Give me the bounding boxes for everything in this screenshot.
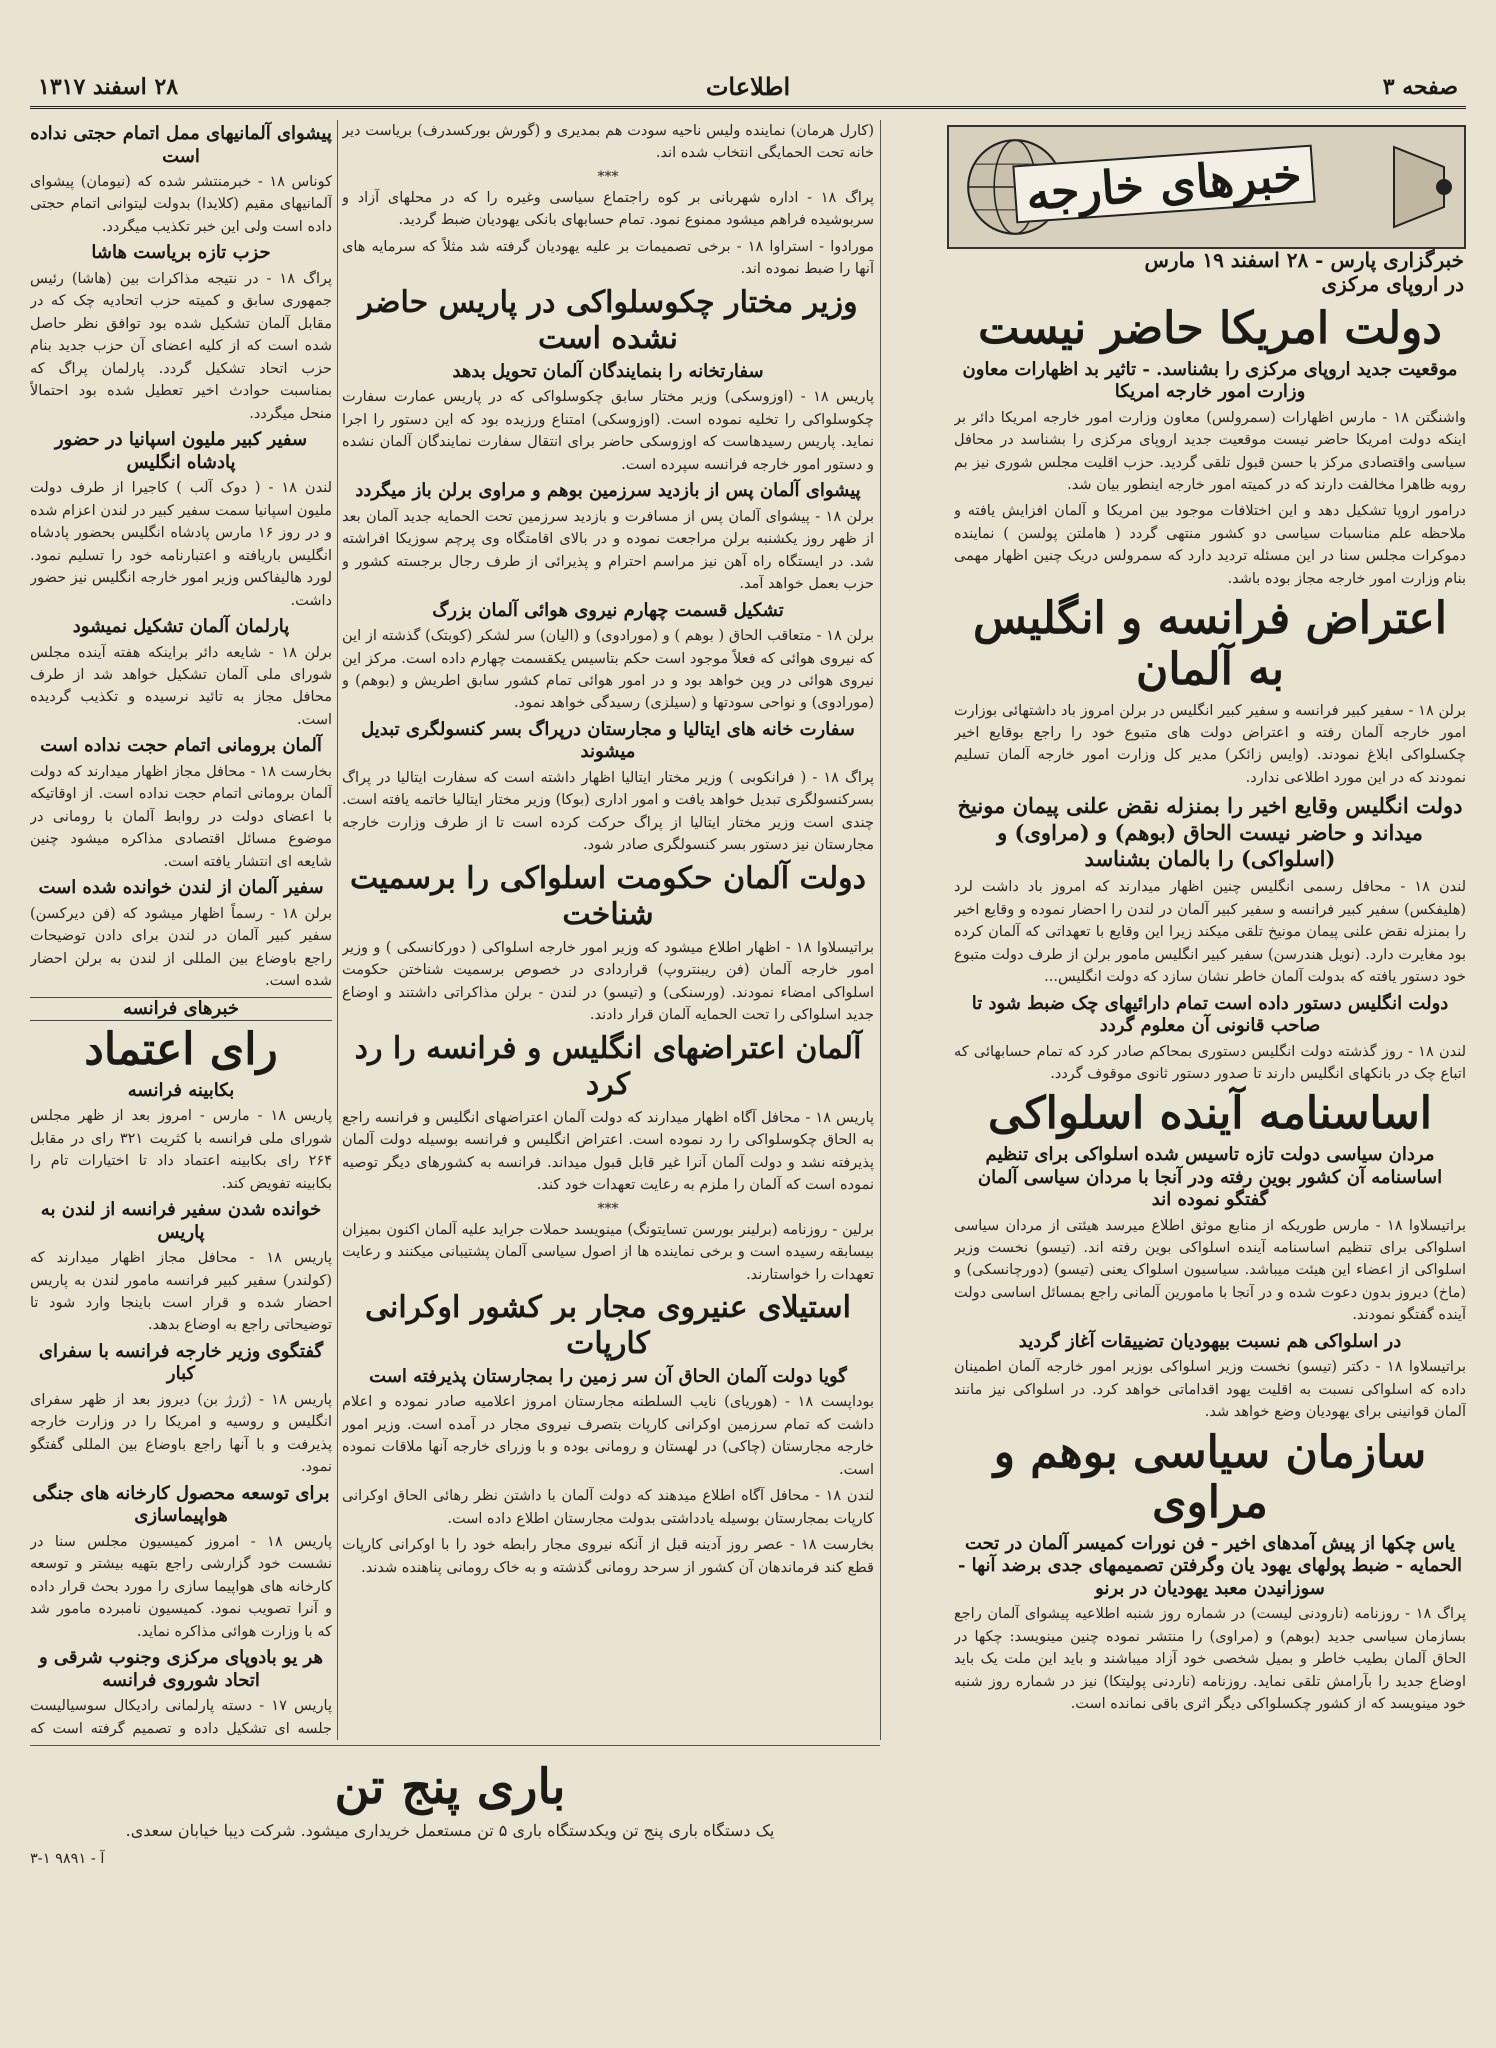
headline: برای توسعه محصول کارخانه های جنگی هواپیماسازی	[32, 1482, 330, 1527]
headline: خوانده شدن سفیر فرانسه از لندن به پاریس	[40, 1199, 322, 1243]
ad-title: باری پنج تن	[334, 1759, 566, 1815]
column-right	[954, 300, 1466, 2040]
headline: سفیر آلمان از لندن خوانده شده است	[38, 877, 324, 899]
headline: سازمان سیاسی بوهم و مراوی	[993, 1426, 1427, 1529]
headline: گفتگوی وزیر خارجه فرانسه با سفرای کبار	[38, 1340, 324, 1385]
headline: دولت انگلیس وقایع اخیر را بمنزله نقض علنی پیمان مونیخ میداند و حاضر نیست الحاق (بوهم) و (مراوی) و (اسلواکی) را بالمان بشناسد	[957, 793, 1463, 871]
article-text: پاریس ۱۸ - مارس - امروز بعد از ظهر مجلس شورای ملی فرانسه با کثریت ۳۲۱ رای در مقابل ۲۶۴ رای بکابینه اعتماد داد تا اختیارات تام را بکابینه تفویض کند.	[30, 1108, 332, 1192]
article-text: پراگ ۱۸ - ( فرانکوبی ) وزیر مختار ایتالیا اظهار داشته است که سفارت ایتالیا در پراگ بسرکنسولگری تبدیل خواهد یافت و امور اداری (بوکا) وزیر مختار ایتالیا خاتمه یافته است. چندی است وزیر مختار ایتالیا از پراگ حرکت کرده است تا از طرف وزارت خارجه مجارستان نیز دستور بسر کنسولگری صادر شود.	[342, 769, 874, 854]
article-text: برلن ۱۸ - رسماً اظهار میشود که (فن دیرکسن) سفیر کبیر آلمان در لندن برای دادن توضیحات راجع باوضاع بین المللی از لندن به برلن احضار شده است.	[30, 905, 332, 990]
headline: رای اعتماد	[84, 1024, 278, 1076]
headline: پارلمان آلمان تشکیل نمیشود	[72, 616, 290, 637]
dateline	[952, 248, 1464, 296]
article-text: پاریس ۱۸ - (ژرژ بن) دیروز بعد از ظهر سفرای انگلیس و روسیه و امریکا را در وزارت خارجه پذیرفت و با آنها راجع باوضاع بین المللی گفتگو نمود.	[30, 1391, 332, 1476]
headline: سفارت خانه های ایتالیا و مجارستان درپراگ بسر کنسولگری تبدیل میشوند	[361, 718, 855, 763]
subheadline: موقعیت جدید اروپای مرکزی را بشناسد. - تاثیر بد اظهارات معاون وزارت امور خارجه امریکا	[962, 358, 1458, 403]
headline: پیشوای آلمانیهای ممل اتمام حجتی نداده است	[30, 123, 332, 167]
column-rule	[337, 120, 338, 1740]
headline: در اسلواکی هم نسبت بیهودیان تضییقات آغاز گردید	[1018, 1330, 1402, 1352]
headline: وزیر مختار چکوسلواکی در پاریس حاضر نشده است	[358, 284, 858, 356]
article-text: لندن ۱۸ - محافل آگاه اطلاع میدهند که دولت آلمان با داشتن نظر رهائی الحاق اوکرانی کارپات بمجارستان بوسیله یادداشتی بدولت مجارستان اطلاع داده است.	[342, 1488, 874, 1527]
article-text: پراگ ۱۸ - اداره شهربانی بر کوه راجتماع سیاسی وغیره را که در محلهای آزاد و سربوشیده فراهم میشود ممنوع نمود. تمام حسابهای بانکی یهودیان ضبط گردید.	[342, 189, 874, 229]
subheadline: مردان سیاسی دولت تازه تاسیس شده اسلواکی برای تنظیم اساسنامه آن کشور بوین رفته ودر آنجا با مردان سیاسی آلمان گفتگو نموده اند	[977, 1144, 1443, 1211]
article-text: برلن ۱۸ - شایعه دائر براینکه هفته آینده مجلس شورای ملی آلمان تشکیل خواهد شد از طرف محافل مجاز به تائید نرسیده و تکذیب گردیده است.	[30, 644, 332, 728]
headline: دولت آلمان حکومت اسلواکی را برسمیت شناخت	[349, 860, 867, 932]
article-text: برلن ۱۸ - سفیر کبیر فرانسه و سفیر کبیر انگلیس در برلن امروز باد داشتهائی بوزارت امور خارجه آلمان رفته و اعتراض دولت های متبوع خود را راجع بوقایع اخیر چکسلواکی ابلاغ نمودند. (وایس زائکر) مدیر کل وزارت امور خارجه آلمان تسلیم نمودند که در این مورد اطلاعی ندارد.	[954, 702, 1466, 786]
article-text: مورادوا - استراوا ۱۸ - برخی تصمیمات بر علیه یهودیان گرفته شد مثلاً که سرمایه های آنها را ضبط نموده اند.	[342, 238, 874, 278]
banner-title: خبرهای خارجه	[1013, 145, 1316, 224]
article-text: بخارست ۱۸ - محافل مجاز اظهار میدارند که دولت آلمان برومانی اتمام حجت نداده است. از اوقاتیکه با اعضای دولت در روابط آلمان با رومانی در موضوع مسائل اقتصادی مذاکره میشود چنین شایعه ای انتشار یافته است.	[30, 763, 332, 870]
issue-date: ۲۸ اسفند ۱۳۱۷	[38, 74, 179, 100]
article-text: (کارل هرمان) نماینده ولیس ناحیه سودت هم بمدیری و (گورش بورکسدرف) بریاست دیر خانه تحت الحمایگی انتخاب شده اند.	[342, 123, 874, 162]
article-text: پاریس ۱۸ - محافل مجاز اظهار میدارند که (کولندر) سفیر کبیر فرانسه مامور لندن به پاریس احضار شده و قرار است باینجا وارد شود تا توضیحاتی راجع به اوضاع بدهد.	[30, 1250, 332, 1334]
subheadline: بکابینه فرانسه	[127, 1079, 235, 1101]
article-text: پاریس ۱۷ - دسته پارلمانی رادیکال سوسیالیست جلسه ای تشکیل داده و تصمیم گرفته است که	[30, 1698, 332, 1737]
column-left	[30, 120, 332, 1740]
horizontal-rule	[30, 1745, 880, 1746]
article-text: بخارست ۱۸ - عصر روز آدینه قبل از آنکه نیروی مجار رابطه خود را با اوکرانی کارپات قطع کند فرماندهان آن کشور از سرحد رومانی گذشته و به خاک رومانی پناهنده شدند.	[342, 1537, 874, 1576]
headline: اساسنامه آینده اسلواکی	[988, 1088, 1432, 1140]
headline: پیشوای آلمان پس از بازدید سرزمین بوهم و مراوی برلن باز میگردد	[355, 480, 861, 502]
dateline-region: در اروپای مرکزی	[1321, 272, 1464, 296]
article-text: براتیسلاوا ۱۸ - اظهار اطلاع میشود که وزیر امور خارجه اسلواکی ( دورکانسکی ) و وزیر امور خارجه آلمان (فن ریبنتروپ) قراردادی در خصوص برسمیت شناختن حکومت اسلواکی امضاء نمودند. (ورسنکی) و (تیسو) در لندن - برلن مذاکراتی داشتند و اوضاع جدید اسلواکی را تحت الحمایه آلمان قرار دادند.	[342, 939, 874, 1024]
foreign-news-banner	[947, 125, 1466, 249]
ad-code: آ - ۹۸۹۱ ۱-۳	[30, 1850, 105, 1867]
article-text: درامور اروپا تشکیل دهد و این اختلافات موجود بین امریکا و آلمان افزایش یافته و ملاحظه علم مناسبات سیاسی دو کشور منتهی گردد ( هاملتن پولسن ) نماینده دموکرات مجلس سنا در این مسئله تردید دارد که سمرولس دریک چنین اظهار مهمی بنام وزارت امور خارجه مجاز بوده باشد.	[954, 503, 1466, 587]
article-text: برلین - روزنامه (برلینر بورسن تسایتونگ) مینویسد حملات جراید علیه آلمان اکنون بمیزان بیسابقه رسیده است و برخی نماینده ها از اصول سیاسی آلمان پشتیبانی میکنند و رعایت تعهدات را خواستارند.	[342, 1221, 874, 1283]
headline: استیلای عنیروی مجار بر کشور اوکرانی کارپات	[364, 1289, 852, 1361]
section-title: خبرهای فرانسه	[30, 997, 332, 1022]
subheadline: گویا دولت آلمان الحاق آن سر زمین را بمجارستان پذیرفته است	[369, 1365, 847, 1387]
headline: اعتراض فرانسه و انگلیس به آلمان	[973, 593, 1447, 695]
separator: ***	[597, 1200, 619, 1217]
headline: حزب تازه بریاست هاشا	[91, 242, 271, 264]
headline: تشکیل قسمت چهارم نیروی هوائی آلمان بزرگ	[432, 599, 784, 621]
headline: آلمان اعتراضهای انگلیس و فرانسه را رد کرد	[354, 1030, 862, 1102]
article-text: کوناس ۱۸ - خبرمنتشر شده که (نیومان) پیشوای آلمانیهای مقیم (کلایدا) بدولت لیتوانی اتمام حجتی داده است ولی این خبر تکذیب میگردد.	[30, 174, 332, 235]
subheadline: یاس چکها از پیش آمدهای اخیر - فن نورات کمیسر آلمان در تحت الحمایه - ضبط پولهای یهود یان وگرفتن تصمیمهای جدی برضد آنها - سوزانیدن معبد یهودیان در برنو	[957, 1532, 1463, 1599]
classified-ad-bottom	[30, 1755, 870, 2035]
article-text: پاریس ۱۸ - محافل آگاه اظهار میدارند که دولت آلمان اعتراضهای انگلیس و فرانسه راجع به الحاق چکوسلواکی را رد نموده است. اعتراض انگلیس و فرانسه بوسیله دولت آلمان پذیرفته نشد و دولت آلمان آنرا غیر قابل قبول میداند. فرانسه به کشورهای دیگر توصیه نموده است که آلمان را ملزم به رعایت تعهدات خود کند.	[342, 1109, 874, 1194]
article-text: بوداپست ۱۸ - (هوریای) نایب السلطنه مجارستان امروز اعلامیه صادر نموده و اعلام داشت که تمام سرزمین اوکرانی کارپات بتصرف نیروی مجار در آمده است. وزیر امور خارجه مجارستان (چاکی) در لهستان و رومانی بوده و با وزرای خارجه آنها ملاقات نموده است.	[342, 1394, 874, 1478]
headline: سفیر کبیر ملیون اسپانیا در حضور پادشاه انگلیس	[54, 429, 308, 473]
article-text: برلن ۱۸ - متعاقب الحاق ( بوهم ) و (مورادوی) و (الیان) سر لشکر (کوبتک) گذشته از این که نیروی هوائی که فعلاً موجود است حکم بتاسیس یکقسمت چهارم داده است. مرکز این نیروی هوائی در وین خواهد بود و در امور هوائی تمام کشور سابق اطریش و (بوهم) و (مورادوی) و نواحی سودتها و (سیلزی) رسیدگی خواهد نمود.	[342, 628, 874, 712]
headline: آلمان برومانی اتمام حجت نداده است	[40, 735, 322, 757]
article-text: پاریس ۱۸ - (اوزوسکی) وزیر مختار سابق چکوسلواکی که در پاریس عمارت سفارت چکوسلواکی را تخلیه نموده است. (اوزوسکی) امتناع ورزیده بود که این دستور را اجرا نماید. پاریس رسیدهاست که اوزوسکی حاضر برای انتقال سفارت نمایندگان آلمان نشده و دستور امور خارجه فرانسه سپرده است.	[342, 389, 874, 473]
column-rule	[880, 120, 881, 1740]
article-text: واشنگتن ۱۸ - مارس اظهارات (سمرولس) معاون وزارت امور خارجه امریکا دائر بر اینکه دولت امریکا حاضر نیست موقعیت جدید اروپای مرکزی را بشناسد در محافل سیاسی واقتصادی مرکز با حسن قبول تلقی گردید. حزب اقلیت مجلس شوری نیز بم روبه ظاهرا مخالفت دارند که در کمیته امور خارجه اینطور بیان شد.	[954, 409, 1466, 493]
column-middle	[342, 120, 874, 1745]
masthead	[30, 72, 1466, 109]
article-text: پاریس ۱۸ - امروز کمیسیون مجلس سنا در نشست خود گزارشی راجع بتهیه بیشتر و توسعه کارخانه های هواپیما سازی را مورد بحث قرار داده و آنرا تصویب نمود. کمیسیون نامبرده مامور شد که با وزارت هوائی مذاکره نماید.	[30, 1533, 332, 1640]
article-text: پراگ ۱۸ - روزنامه (نارودنی لیست) در شماره روز شنبه اطلاعیه پیشوای آلمان راجع بسازمان سیاسی جدید (بوهم) و (مراوی) را منتشر نموده چنین مینویسد: چکها در الحاق آلمان بطیب خاطر و بمیل شخصی خود آزاد میباشند و باید این ملت یک باید اوضاع جدید را بآرامش تلقی نماید. روزنامه (ناردنی پولیتکا) نیز در شماره روز شنبه خود مینویسد که از کشور چکسلواکی دیگر اثری باقی نمانده است.	[954, 1606, 1466, 1713]
headline: دولت انگلیس دستور داده است تمام دارائیهای چک ضبط شود تا صاحب قانونی آن معلوم گردد	[971, 992, 1449, 1036]
page-number: صفحه ۳	[1382, 74, 1458, 100]
ad-text: یک دستگاه باری پنج تن ویکدستگاه باری ۵ تن مستعمل خریداری میشود. شرکت دیبا خیابان سعدی.	[125, 1821, 775, 1840]
article-text: براتیسلاوا ۱۸ - مارس طوریکه از منابع موثق اطلاع میرسد هیئتی از مردان سیاسی اسلواکی برای تنظیم اساسنامه آینده اسلواکی بوین رفته اند. (تیسو) نخست وزیر اسلواکی از اعضاء این هیئت میباشد. سیاسیون اسلواک یعنی (تیسو) (دورچانسکی) و (ماخ) دیروز بدون دعوت شده و در آنجا با مامورین آلمانی راجع بمسائل اساسی دولت آینده گفتگو نمودند.	[954, 1217, 1466, 1324]
article-text: لندن ۱۸ - ( دوک آلب ) کاجیرا از طرف دولت ملیون اسپانیا سمت سفیر کبیر در لندن اعزام شده و در روز ۱۶ مارس پادشاه انگلیس بحضور پادشاه انگلیس باریافته و اعتبارنامه خود را تسلیم نمود. لورد هالیفاکس وزیر امور خارجه انگلیس نیز حضور داشت.	[30, 480, 332, 609]
headline: هر یو بادوپای مرکزی وجنوب شرقی و اتحاد شوروی فرانسه	[38, 1647, 324, 1691]
article-text: لندن ۱۸ - روز گذشته دولت انگلیس دستوری بمحاکم صادر کرد که تمام حسابهائی که اتباع چک در بانکهای انگلیس دارند تا صدور دستور ثانوی موقوف گردد.	[954, 1043, 1466, 1082]
article-text: برلن ۱۸ - پیشوای آلمان پس از مسافرت و بازدید سرزمین تحت الحمایه جدید آلمان بعد از ظهر روز یکشنبه برلن مراجعت نموده و در بالای اقامتگاه وی پرچم سوزیکا افراشته شد. در ایستگاه راه آهن نیز مراسم احترام و پذیرائی از طرف رجال برجسته کشور و حزب بعمل خواهد آمد.	[342, 508, 874, 593]
gramophone-icon	[1384, 137, 1454, 237]
article-text: لندن ۱۸ - محافل رسمی انگلیس چنین اظهار میدارند که امروز باد داشت لرد (هلیفکس) سفیر کبیر فرانسه و سفیر کبیر آلمان در لندن را احضار نموده و وقایع اخیر را بمنزله نقض علنی پیمان مونیخ تلقی میکند زیرا این وقایع با تعهداتی که آلمان کرده بود مغایرت دارد. (نویل هندرسن) سفیر کبیر انگلیس مامور برلن از طرف دولت متبوع خود دستور یافته که بدولت آلمان خاطر نشان سازد که دولت انگلیس...	[954, 879, 1466, 986]
article-text: پراگ ۱۸ - در نتیجه مذاکرات بین (هاشا) رئیس جمهوری سابق و کمیته حزب اتحادیه چک که در مقابل آلمان تشکیل شده بود توافق نظر حاصل شده است که از کلیه اعضای آن حزب جدید بنام حزب اتحاد تشکیل گردد. پارلمان پراگ که بمناسبت حوادث اخیر تعطیل شده بود احتمالاً منحل میگردد.	[30, 270, 332, 422]
article-text: براتیسلاوا ۱۸ - دکتر (تیسو) نخست وزیر اسلواکی بوزیر امور خارجه آلمان اطمینان داده که اسلواکی نسبت به اقلیت یهود اقداماتی خواهد کرد. در اسلواکی نیز مانند آلمان قوانینی برای یهودیان وضع خواهد شد.	[954, 1359, 1466, 1421]
paper-name: اطلاعات	[705, 72, 791, 101]
separator: ***	[597, 168, 619, 185]
subheadline: سفارتخانه را بنمایندگان آلمان تحویل بدهد	[452, 360, 764, 382]
headline: دولت امریکا حاضر نیست	[978, 303, 1442, 354]
dateline-agency: خبرگزاری پارس - ۲۸ اسفند ۱۹ مارس	[1144, 248, 1464, 272]
